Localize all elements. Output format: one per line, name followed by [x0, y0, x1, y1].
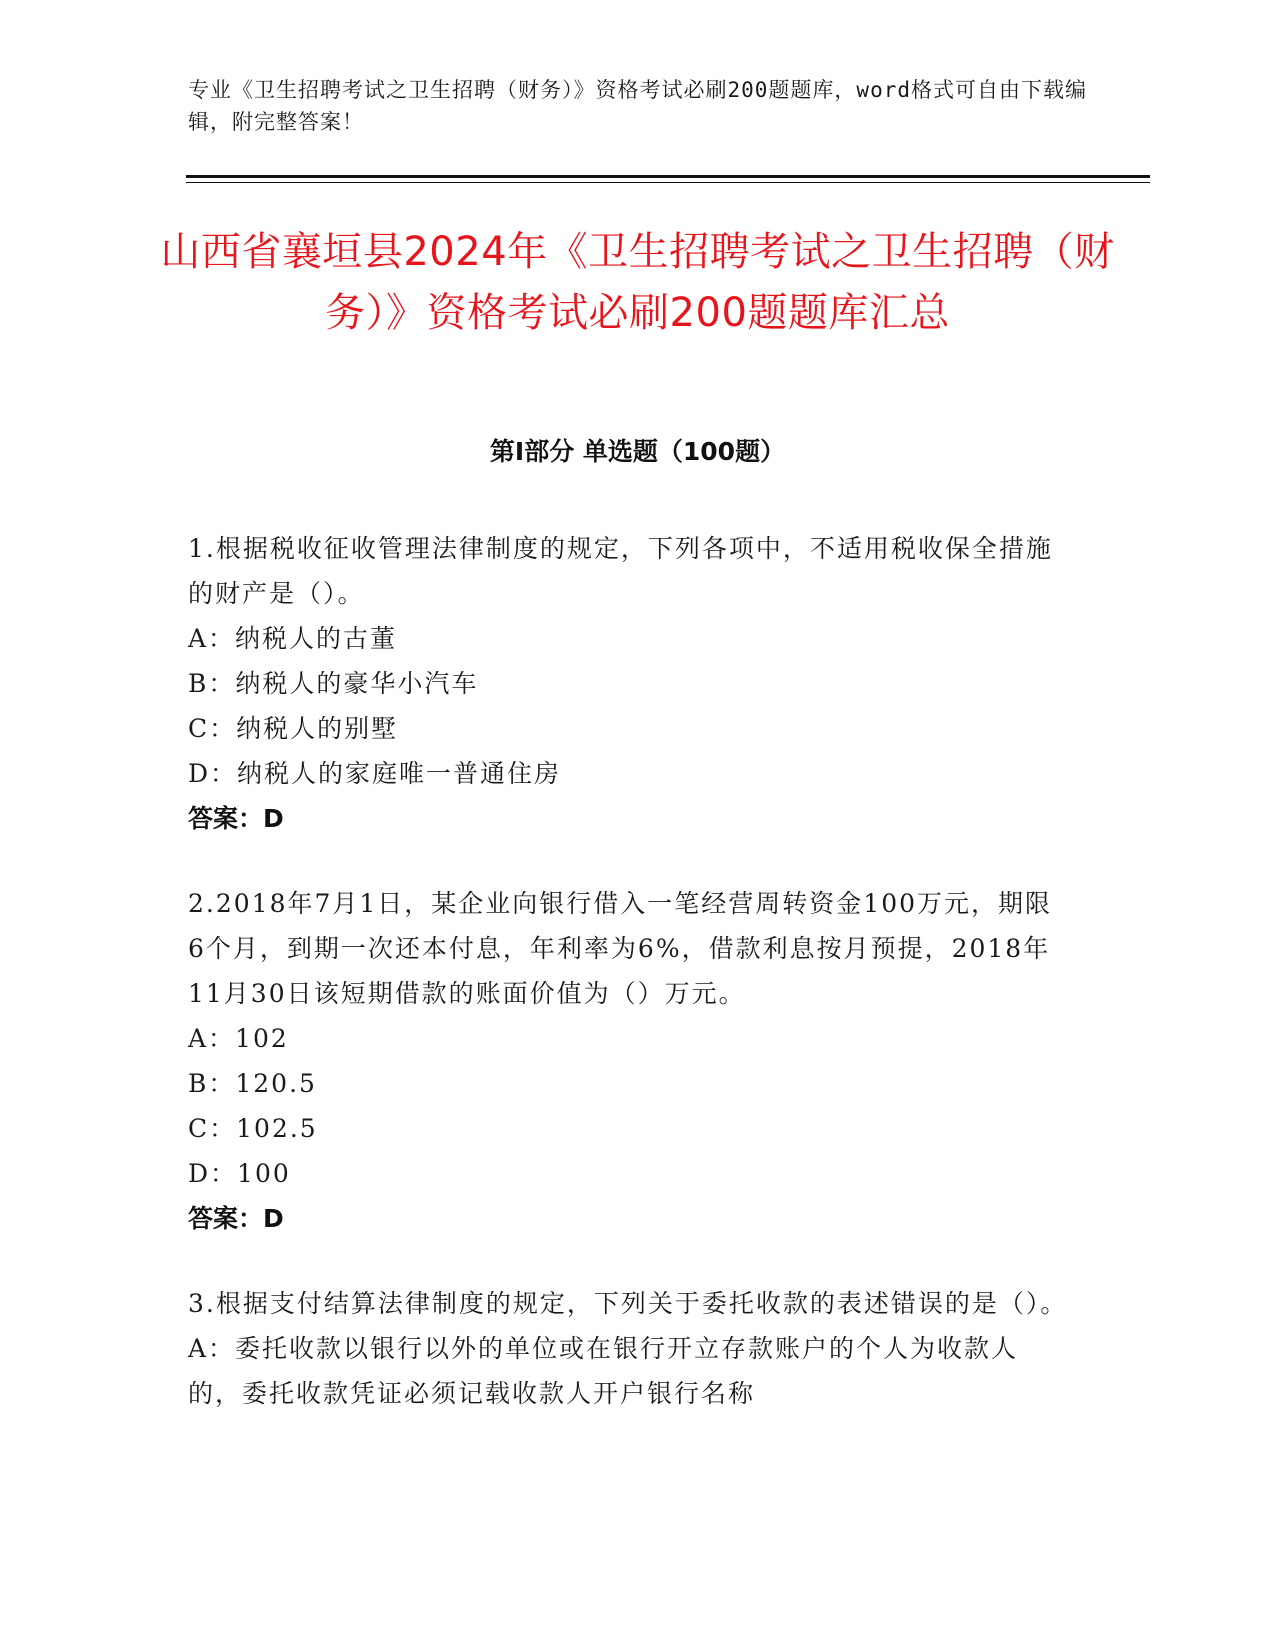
- question-stem: 2.2018年7月1日，某企业向银行借入一笔经营周转资金100万元，期限6个月，到期一次还本付息，年利率为6%，借款利息按月预提，2018年11月30日该短期借款的账面价值为（）万元。: [188, 889, 1053, 1008]
- question-1: [188, 526, 1068, 841]
- option-a: A：委托收款以银行以外的单位或在银行开立存款账户的个人为收款人的，委托收款凭证必须记载收款人开户银行名称: [188, 1334, 1019, 1408]
- header-divider-thick: [186, 175, 1150, 178]
- document-title: 山西省襄垣县2024年《卫生招聘考试之卫生招聘（财务）》资格考试必刷200题题库汇总: [160, 229, 1115, 336]
- question-2: [188, 881, 1068, 1241]
- section-title: 第Ⅰ部分 单选题（100题）: [489, 437, 786, 466]
- option-c: C：102.5: [188, 1114, 318, 1143]
- option-d: D：100: [188, 1159, 291, 1188]
- question-list: [188, 526, 1068, 1456]
- answer: 答案：D: [188, 1204, 284, 1233]
- option-d: D：纳税人的家庭唯一普通住房: [188, 759, 562, 788]
- option-c: C：纳税人的别墅: [188, 714, 399, 743]
- option-a: A：纳税人的古董: [188, 624, 398, 653]
- question-stem: 1.根据税收征收管理法律制度的规定，下列各项中，不适用税收保全措施的财产是（）。: [188, 534, 1053, 608]
- option-b: B：纳税人的豪华小汽车: [188, 669, 479, 698]
- answer: 答案：D: [188, 804, 284, 833]
- question-3: [188, 1281, 1068, 1416]
- option-b: B：120.5: [188, 1069, 317, 1098]
- header-divider-thin: [186, 182, 1150, 183]
- question-stem: 3.根据支付结算法律制度的规定，下列关于委托收款的表述错误的是（）。: [188, 1289, 1068, 1318]
- option-a: A：102: [188, 1024, 289, 1053]
- header-note: 专业《卫生招聘考试之卫生招聘（财务）》资格考试必刷200题题库，word格式可自由下载编辑，附完整答案！: [188, 78, 1087, 134]
